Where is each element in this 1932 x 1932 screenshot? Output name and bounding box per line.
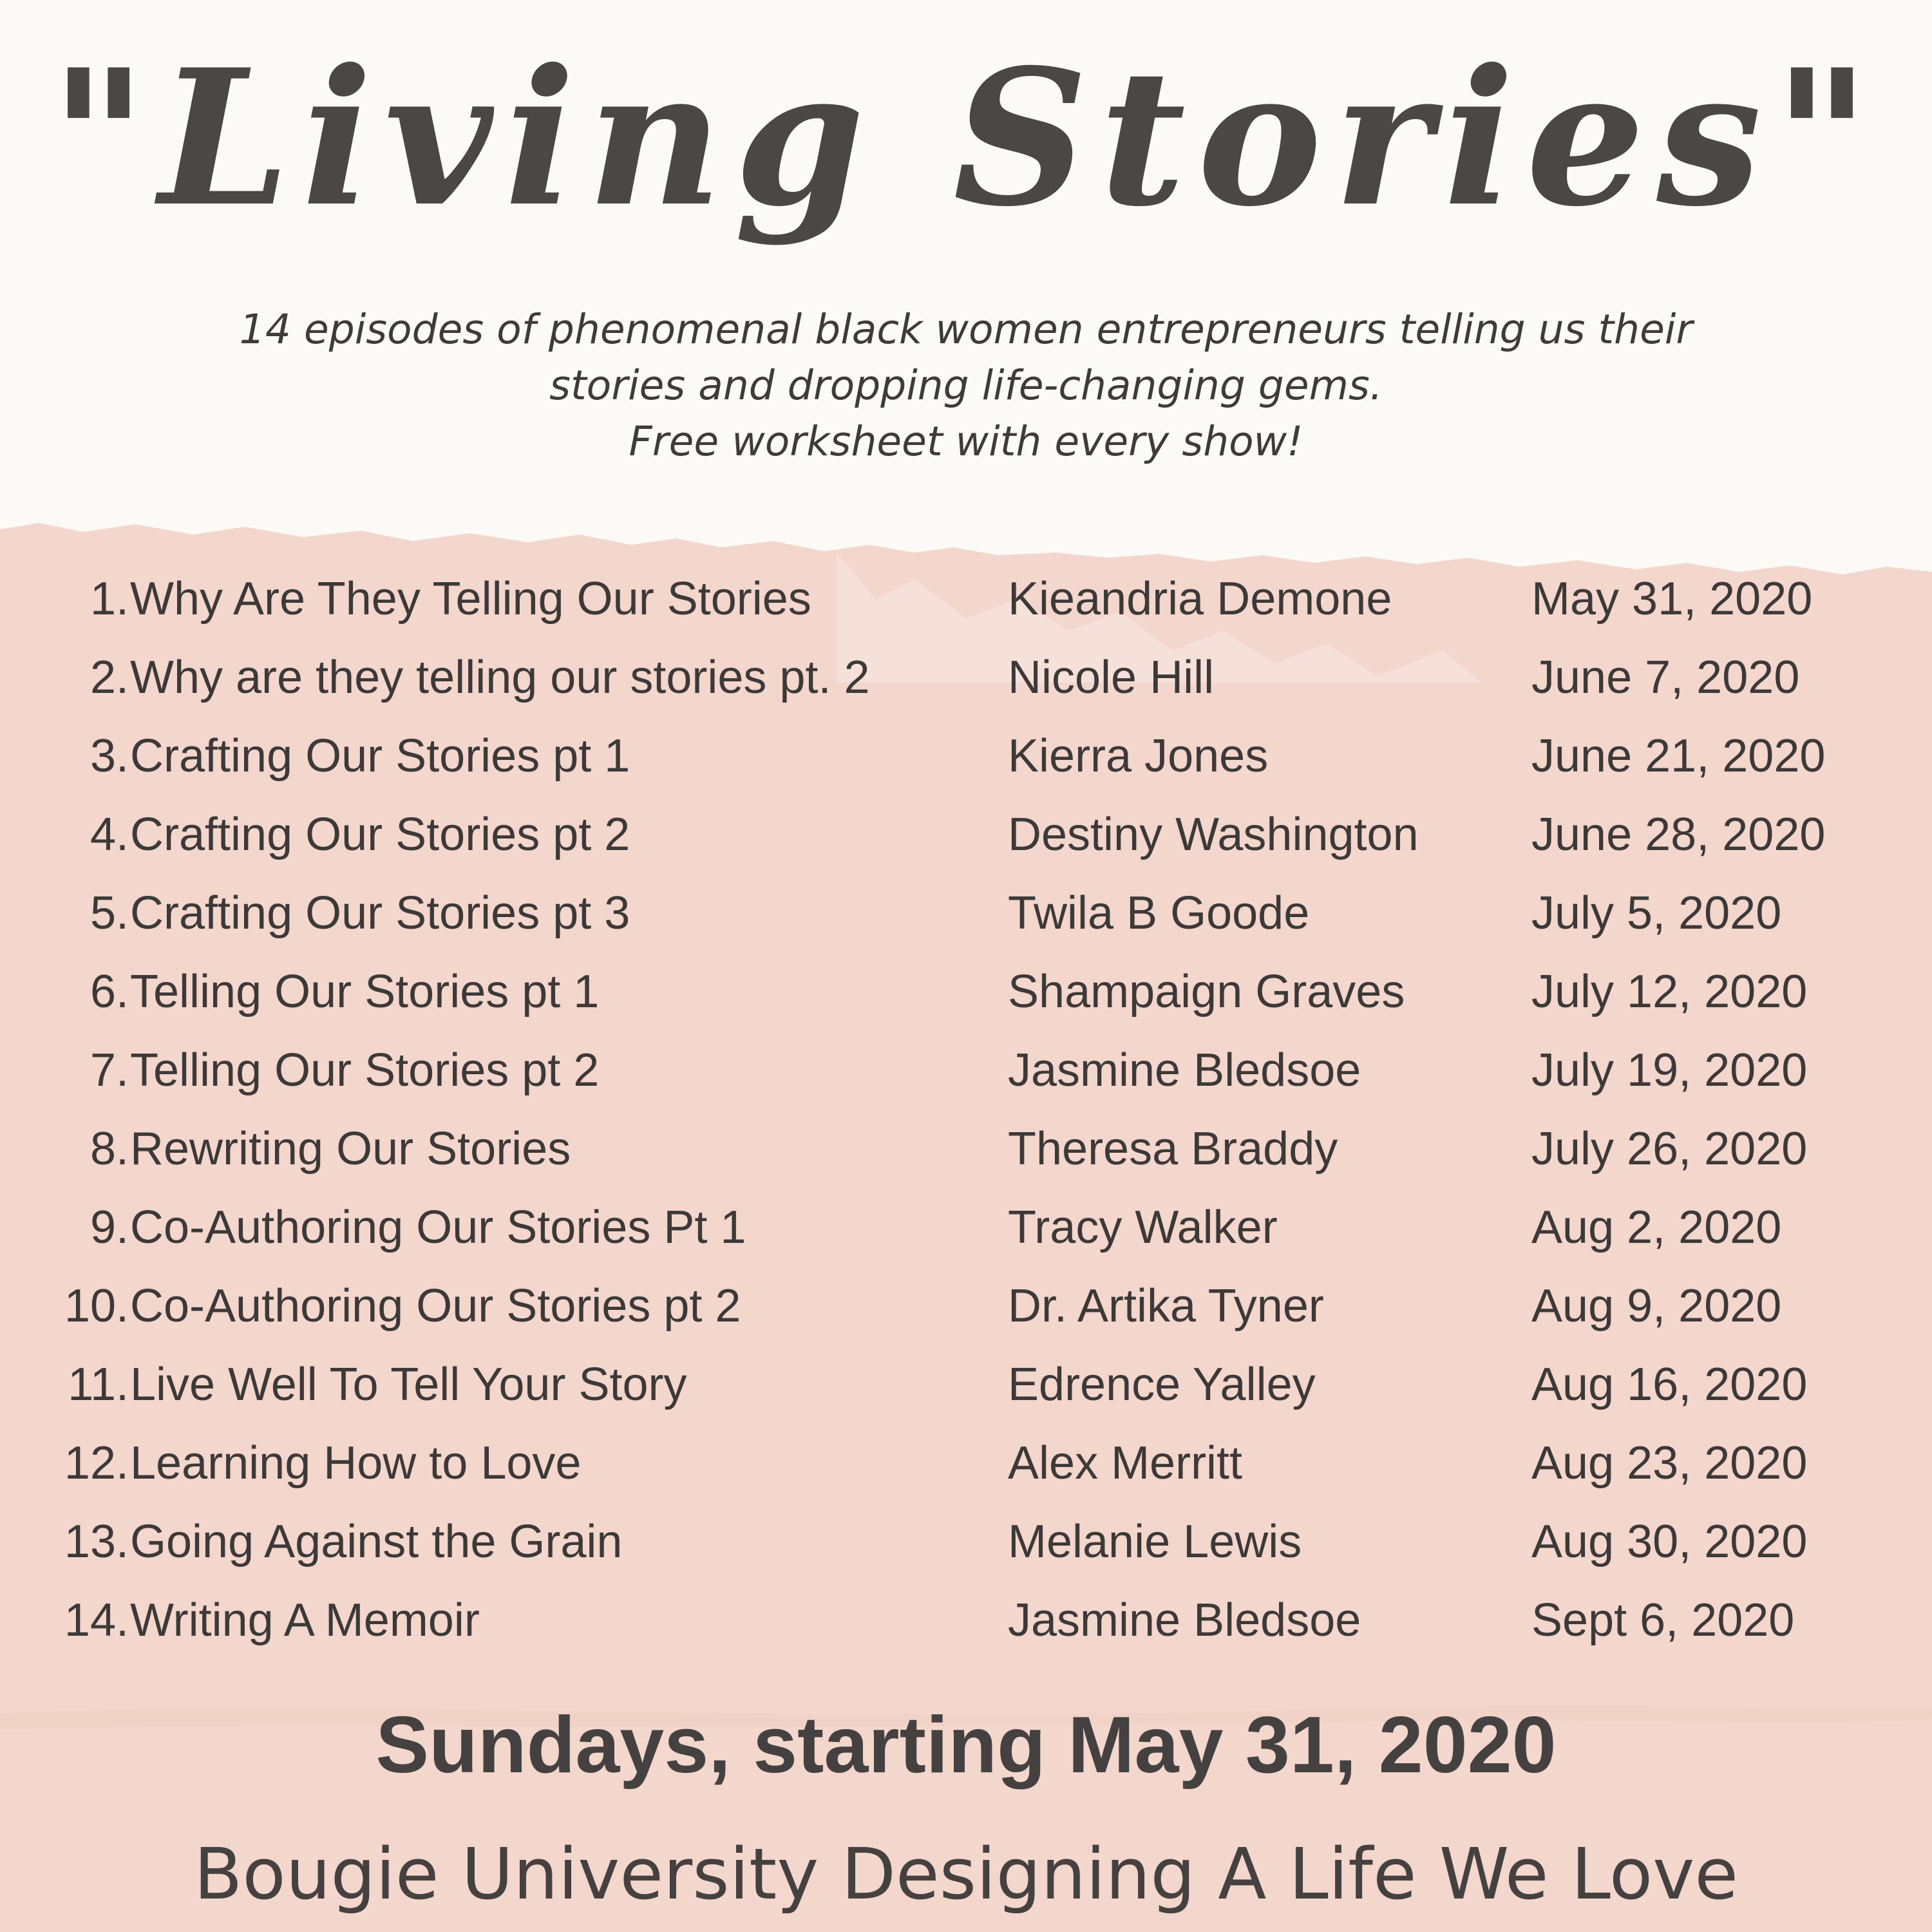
- episode-title: Co-Authoring Our Stories pt 2: [130, 1280, 741, 1332]
- episode-number: 7.: [90, 1045, 129, 1096]
- episode-date: June 7, 2020: [1531, 652, 1800, 703]
- episode-title: Learning How to Love: [130, 1437, 582, 1489]
- episode-date: Aug 2, 2020: [1531, 1202, 1782, 1253]
- episode-row: [0, 881, 1932, 945]
- episode-date: Aug 9, 2020: [1531, 1280, 1782, 1332]
- organization-footer: Bougie University Designing A Life We Love: [193, 1833, 1739, 1915]
- episode-host: Kierra Jones: [1008, 730, 1269, 782]
- episode-host: Twila B Goode: [1008, 887, 1310, 939]
- episode-number: 14.: [64, 1595, 129, 1646]
- episode-title: Co-Authoring Our Stories Pt 1: [130, 1202, 746, 1253]
- episode-number: 6.: [90, 966, 129, 1018]
- episode-row: [0, 567, 1932, 631]
- episode-date: June 21, 2020: [1531, 730, 1826, 782]
- episode-title: Going Against the Grain: [130, 1516, 623, 1567]
- episode-row: [0, 645, 1932, 710]
- episode-date: Aug 16, 2020: [1531, 1359, 1808, 1410]
- episode-title: Why are they telling our stories pt. 2: [130, 652, 870, 703]
- episode-host: Kieandria Demone: [1008, 573, 1392, 625]
- episode-host: Theresa Braddy: [1008, 1123, 1338, 1175]
- poster-title: "Living Stories": [50, 29, 1882, 248]
- episode-date: Sept 6, 2020: [1531, 1595, 1795, 1646]
- episode-date: July 12, 2020: [1531, 966, 1808, 1018]
- episode-host: Tracy Walker: [1008, 1202, 1278, 1253]
- episode-host: Jasmine Bledsoe: [1008, 1595, 1361, 1646]
- episode-title: Rewriting Our Stories: [130, 1123, 571, 1175]
- episode-number: 4.: [90, 809, 129, 860]
- episode-host: Alex Merritt: [1008, 1437, 1243, 1489]
- episode-row: [0, 1352, 1932, 1417]
- episode-row: [0, 1510, 1932, 1574]
- episode-number: 5.: [90, 887, 129, 939]
- episode-row: [0, 1117, 1932, 1181]
- episode-host: Jasmine Bledsoe: [1008, 1045, 1361, 1096]
- episode-host: Nicole Hill: [1008, 652, 1215, 703]
- episode-number: 13.: [64, 1516, 129, 1567]
- episode-number: 12.: [64, 1437, 129, 1489]
- schedule-banner: Sundays, starting May 31, 2020: [375, 1701, 1557, 1790]
- episode-row: [0, 1588, 1932, 1653]
- episode-title: Writing A Memoir: [130, 1595, 480, 1646]
- episode-host: Edrence Yalley: [1008, 1359, 1316, 1410]
- subtitle-line-2: stories and dropping life-changing gems.: [549, 362, 1383, 409]
- episode-row: [0, 1431, 1932, 1495]
- episode-host: Shampaign Graves: [1008, 966, 1405, 1018]
- episode-title: Telling Our Stories pt 1: [130, 966, 600, 1018]
- episode-number: 10.: [64, 1280, 129, 1332]
- episode-date: Aug 23, 2020: [1531, 1437, 1808, 1489]
- episode-title: Live Well To Tell Your Story: [130, 1359, 687, 1410]
- episode-title: Telling Our Stories pt 2: [130, 1045, 600, 1096]
- episode-number: 1.: [90, 573, 129, 625]
- episode-date: May 31, 2020: [1531, 573, 1813, 625]
- poster-subtitle: [129, 301, 1803, 469]
- episode-row: [0, 724, 1932, 788]
- episode-date: July 19, 2020: [1531, 1045, 1808, 1096]
- episode-list: [0, 567, 1932, 1646]
- episode-title: Crafting Our Stories pt 2: [130, 809, 630, 860]
- subtitle-line-1: 14 episodes of phenomenal black women entrepreneurs telling us their: [239, 306, 1693, 353]
- episode-title: Crafting Our Stories pt 1: [130, 730, 630, 782]
- episode-title: Why Are They Telling Our Stories: [130, 573, 811, 625]
- episode-host: Melanie Lewis: [1008, 1516, 1302, 1567]
- episode-date: June 28, 2020: [1531, 809, 1826, 860]
- episode-title: Crafting Our Stories pt 3: [130, 887, 630, 939]
- episode-number: 8.: [90, 1123, 129, 1175]
- episode-number: 9.: [90, 1202, 129, 1253]
- subtitle-line-3: Free worksheet with every show!: [629, 418, 1303, 465]
- episode-row: [0, 802, 1932, 867]
- episode-host: Destiny Washington: [1008, 809, 1419, 860]
- episode-row: [0, 1195, 1932, 1260]
- episode-date: July 5, 2020: [1531, 887, 1782, 939]
- episode-row: [0, 1274, 1932, 1338]
- episode-number: 2.: [90, 652, 129, 703]
- episode-number: 3.: [90, 730, 129, 782]
- episode-row: [0, 960, 1932, 1024]
- episode-row: [0, 1038, 1932, 1103]
- episode-host: Dr. Artika Tyner: [1008, 1280, 1324, 1332]
- episode-date: July 26, 2020: [1531, 1123, 1808, 1175]
- episode-number: 11.: [68, 1359, 129, 1410]
- episode-date: Aug 30, 2020: [1531, 1516, 1808, 1567]
